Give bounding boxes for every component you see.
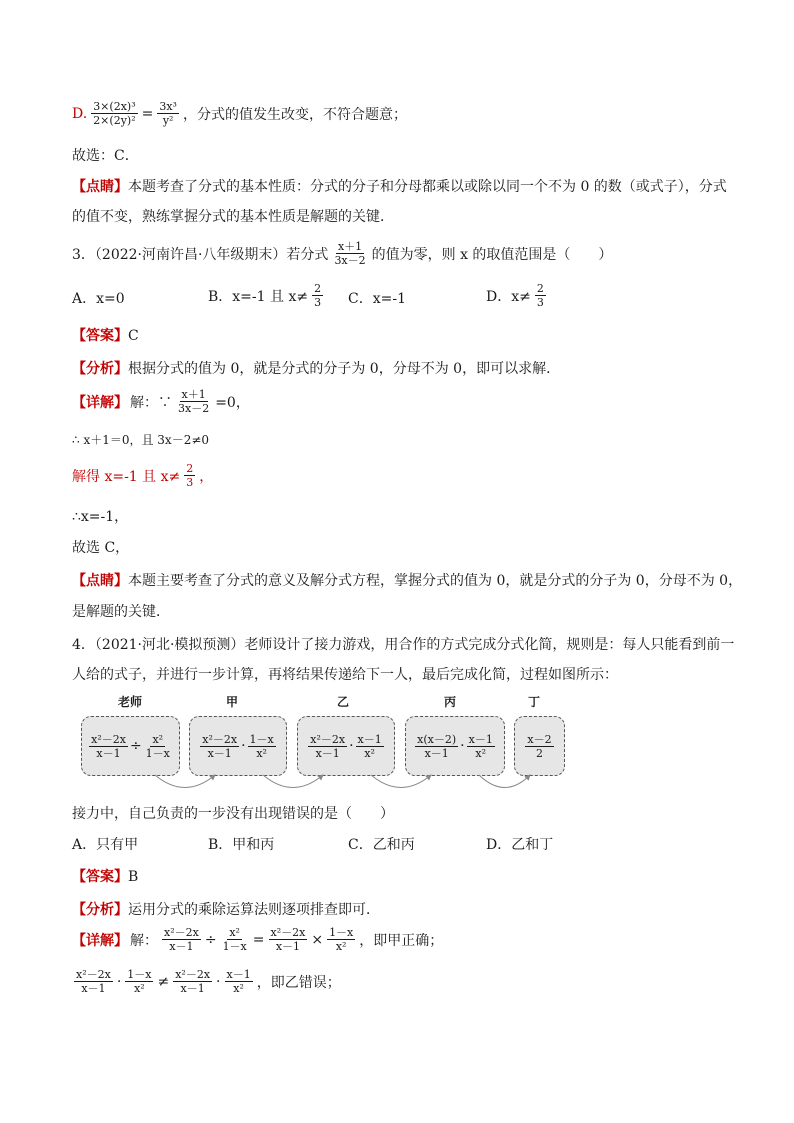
q4-answer: 【答案】B: [72, 869, 139, 885]
dianjing-line-2: 的值不变，熟练掌握分式的基本性质是解题的关键．: [72, 209, 394, 225]
q3-step-1: ∴ x＋1＝0，且 3x－2≠0: [72, 433, 210, 447]
fraction: $\frac{\text{3×(2x)³}}{\text{2×(2y)²}}$: [93, 100, 136, 127]
q4-option-b: B．甲和丙: [208, 837, 275, 853]
relay-arrow-4: [479, 775, 530, 788]
relay-name-bing: 丙: [444, 695, 457, 709]
q4-detail-2: $\frac{\text{x²－2x}}{x-1}$ · $\frac{1-x}{\text{x²}}$ ≠ $\frac{\text{x²－2x}}{x-1}$ · $\frac{x-1}{\text{x²}}$ ，即乙错误；: [76, 968, 341, 995]
relay-name-yi: 乙: [337, 695, 350, 709]
relay-arrow-2: [263, 775, 323, 788]
question-3-stem: 3．（2022·河南许昌·八年级期末）若分式 $\frac{x+1}{3x-2}$ 的值为零，则 x 的取值范围是（ ）: [72, 240, 613, 267]
option-d-line: D. $\frac{\text{3×(2x)³}}{\text{2×(2y)²}}$ = $\frac{\text{3x³}}{\text{y²}}$ ，分式的值发生改变，不符合题意；: [72, 100, 407, 127]
relay-name-jia: 甲: [226, 695, 239, 709]
relay-name-ding: 丁: [528, 695, 541, 709]
relay-box-yi: $\frac{\text{x²－2x}}{x-1}$ · $\frac{x-1}{\text{x²}}$: [297, 716, 395, 776]
dianjing-line-1: 【点睛】本题考查了分式的基本性质：分式的分子和分母都乘以或除以同一个不为 0 的数（或式子），分式: [72, 179, 727, 195]
q3-detail: 【详解】 解：∵ $\frac{x+1}{3x-2}$ =0，: [72, 388, 250, 415]
question-4-stem-1: 4．（2021·河北·模拟预测）老师设计了接力游戏，用合作的方式完成分式化简，规则是：每人只能看到前一: [72, 637, 735, 653]
q3-step-3: ∴x=-1，: [72, 509, 129, 525]
relay-box-ding: $\frac{x-2}{2}$: [514, 716, 565, 776]
relay-name-teacher: 老师: [118, 695, 143, 709]
q3-dianjing-1: 【点睛】本题主要考查了分式的意义及解分式方程，掌握分式的值为 0，就是分式的分子为 0，分母不为 0，: [72, 573, 743, 589]
q3-answer: 【答案】C: [72, 328, 139, 344]
relay-arrows: [150, 770, 570, 800]
q4-detail-1: 【详解】 解： $\frac{\text{x²－2x}}{x-1}$ ÷ $\frac{\text{x²}}{1-x}$ = $\frac{\text{x²－2x}}{x-1}$ × $\frac{1-x}{\text{x²}}$ ，即甲正确；: [72, 926, 444, 953]
q3-option-a: A．x=0: [72, 291, 125, 307]
q3-option-b: B．x=-1 且 x≠ $\frac{2}{3}$: [208, 282, 322, 309]
choice-line: 故选：C．: [72, 148, 139, 164]
q3-option-d: D．x≠ $\frac{2}{3}$: [486, 282, 544, 309]
relay-arrow-1: [155, 775, 215, 788]
question-4-stem-2: 人给的式子，并进行一步计算，再将结果传递给下一人，最后完成化简，过程如图所示：: [72, 667, 618, 683]
q3-step-2: 解得 x=-1 且 x≠ $\frac{2}{3}$ ，: [72, 462, 214, 489]
q4-option-c: C．乙和丙: [348, 837, 415, 853]
q3-option-c: C．x=-1: [348, 291, 406, 307]
fraction: $\frac{\text{3x³}}{\text{y²}}$: [159, 100, 177, 127]
q4-option-a: A．只有甲: [72, 837, 139, 853]
question-4-prompt: 接力中，自己负责的一步没有出现错误的是（ ）: [72, 806, 394, 822]
relay-box-teacher: $\frac{\text{x²－2x}}{x-1}$ ÷ $\frac{\text{x²}}{1-x}$: [81, 716, 180, 776]
option-label: D.: [72, 105, 88, 122]
q3-choice: 故选 C，: [72, 540, 130, 556]
q4-option-d: D．乙和丁: [486, 837, 554, 853]
relay-box-jia: $\frac{\text{x²－2x}}{x-1}$ · $\frac{1-x}{\text{x²}}$: [189, 716, 287, 776]
q3-analysis: 【分析】根据分式的值为 0，就是分式的分子为 0，分母不为 0，即可以求解．: [72, 361, 561, 377]
q4-analysis: 【分析】运用分式的乘除运算法则逐项排查即可．: [72, 902, 380, 918]
relay-arrow-3: [371, 775, 431, 788]
q3-dianjing-2: 是解题的关键．: [72, 604, 170, 620]
relay-box-bing: $\frac{x(x-2)}{x-1}$ · $\frac{x-1}{\text{x²}}$: [405, 716, 505, 776]
